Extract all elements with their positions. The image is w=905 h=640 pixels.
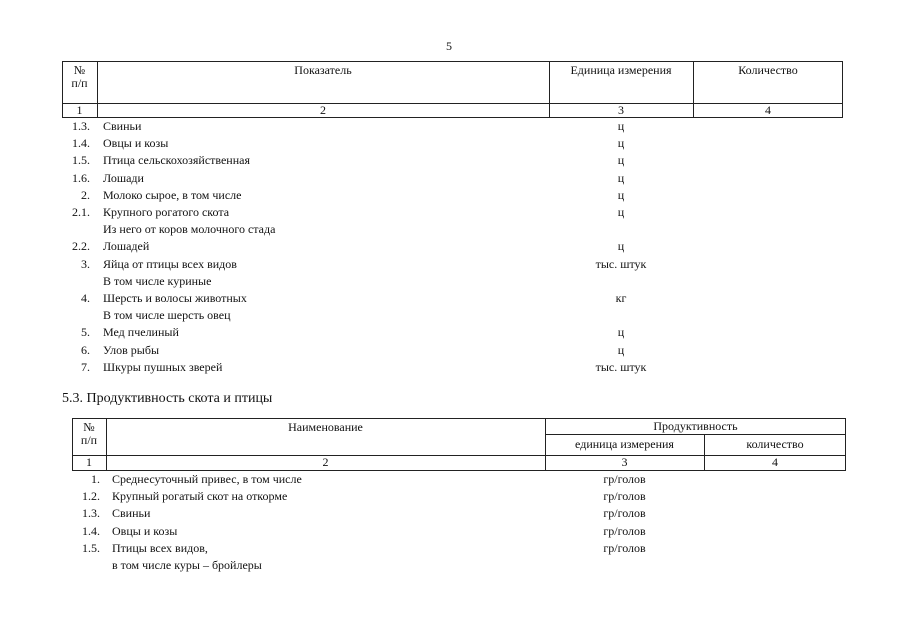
row-number: 1.: [91, 472, 100, 486]
table-row: [0, 118, 905, 135]
row-name: Среднесуточный привес, в том числе: [112, 472, 302, 486]
table2-index-2: 2: [322, 455, 329, 469]
table-row: [0, 557, 905, 574]
table2-header-quantity: количество: [746, 437, 804, 451]
table2-subheader-divider: [545, 434, 846, 435]
row-unit: ц: [617, 342, 625, 357]
row-unit: гр/голов: [603, 489, 646, 504]
row-name: в том числе куры – бройлеры: [112, 558, 262, 572]
row-name: Шкуры пушных зверей: [103, 359, 223, 374]
row-unit: тыс. штук: [595, 256, 647, 271]
row-name: Улов рыбы: [103, 342, 160, 357]
table1-index-3: 3: [618, 103, 624, 117]
row-name: Свиньи: [103, 119, 142, 133]
row-number: 1.3.: [72, 119, 90, 133]
row-name: Крупный рогатый скот на откорме: [112, 489, 288, 504]
row-number: 1.4.: [72, 136, 90, 151]
row-name: Крупного рогатого скота: [103, 205, 230, 219]
table1-index-1: 1: [76, 103, 83, 117]
table1-header-indicator: Показатель: [294, 63, 352, 77]
row-number: 1.5.: [72, 153, 90, 168]
section-title: 5.3. Продуктивность скота и птицы: [62, 391, 273, 406]
row-name: Птицы всех видов,: [112, 540, 208, 555]
table-row: [0, 238, 905, 255]
row-name: В том числе шерсть овец: [103, 308, 231, 323]
table-row: [0, 488, 905, 505]
table2-index-1: 1: [86, 455, 92, 469]
row-name: Лошадей: [103, 239, 150, 254]
row-number: 2.1.: [72, 205, 90, 219]
row-name: Мед пчелиный: [103, 325, 179, 340]
table-row: [0, 307, 905, 324]
row-number: 2.2.: [72, 239, 90, 254]
table-row: [0, 135, 905, 152]
row-name: Шерсть и волосы животных: [103, 291, 247, 305]
table-row: [0, 273, 905, 290]
row-unit: ц: [617, 170, 625, 185]
row-name: Из него от коров молочного стада: [103, 222, 276, 237]
table1-header-unit: Единица измерения: [570, 63, 672, 77]
row-unit: гр/голов: [603, 523, 646, 538]
table1-index-4: 4: [765, 103, 771, 117]
table-row: [0, 187, 905, 204]
row-name: Молоко сырое, в том числе: [103, 187, 242, 202]
row-unit: ц: [617, 205, 625, 219]
row-name: Лошади: [103, 170, 144, 185]
table-row: [0, 204, 905, 221]
row-name: Яйца от птицы всех видов: [103, 256, 237, 271]
row-name: Овцы и козы: [103, 136, 169, 151]
table-row: [0, 523, 905, 540]
page-number: 5: [446, 39, 452, 53]
table-row: [0, 540, 905, 557]
row-unit: кг: [615, 291, 627, 305]
row-number: 6.: [81, 342, 90, 357]
table-row: [0, 152, 905, 169]
row-number: 1.2.: [82, 489, 100, 504]
table-row: [0, 256, 905, 273]
row-number: 1.6.: [72, 170, 90, 185]
row-unit: ц: [617, 187, 625, 202]
table-row: [0, 359, 905, 376]
table-row: [0, 471, 905, 488]
row-number: 1.4.: [82, 523, 100, 538]
table-row: [0, 324, 905, 341]
row-number: 1.5.: [82, 540, 100, 555]
row-name: Свиньи: [112, 506, 151, 521]
row-name: Овцы и козы: [112, 523, 178, 538]
table1-header-num: № п/п: [71, 63, 88, 90]
row-unit: ц: [617, 119, 625, 133]
row-unit: ц: [617, 325, 625, 340]
row-number: 2.: [81, 187, 90, 202]
table2-header-name: Наименование: [288, 420, 363, 434]
row-number: 5.: [81, 325, 90, 340]
table-row: [0, 170, 905, 187]
row-number: 3.: [81, 256, 90, 271]
row-unit: ц: [617, 239, 625, 254]
row-unit: гр/голов: [603, 540, 646, 555]
table1-index-2: 2: [320, 103, 326, 117]
row-unit: ц: [617, 136, 625, 151]
row-unit: гр/голов: [603, 506, 646, 521]
table-row: [0, 290, 905, 307]
row-name: В том числе куриные: [103, 273, 212, 288]
row-number: 1.3.: [82, 506, 100, 521]
table2-header-num: № п/п: [80, 420, 98, 447]
table1-header-quantity: Количество: [738, 63, 798, 77]
table-row: [0, 505, 905, 522]
table2-index-4: 4: [772, 455, 778, 469]
row-name: Птица сельскохозяйственная: [103, 153, 250, 168]
row-number: 4.: [81, 291, 90, 305]
row-unit: ц: [617, 153, 625, 168]
table-row: [0, 342, 905, 359]
row-unit: гр/голов: [603, 472, 646, 486]
table2-index-3: 3: [621, 455, 628, 469]
table2-header-productivity: Продуктивность: [653, 419, 738, 433]
table2-header-unit: единица измерения: [575, 437, 674, 451]
row-number: 7.: [81, 359, 90, 374]
table-row: [0, 221, 905, 238]
row-unit: тыс. штук: [595, 359, 647, 374]
